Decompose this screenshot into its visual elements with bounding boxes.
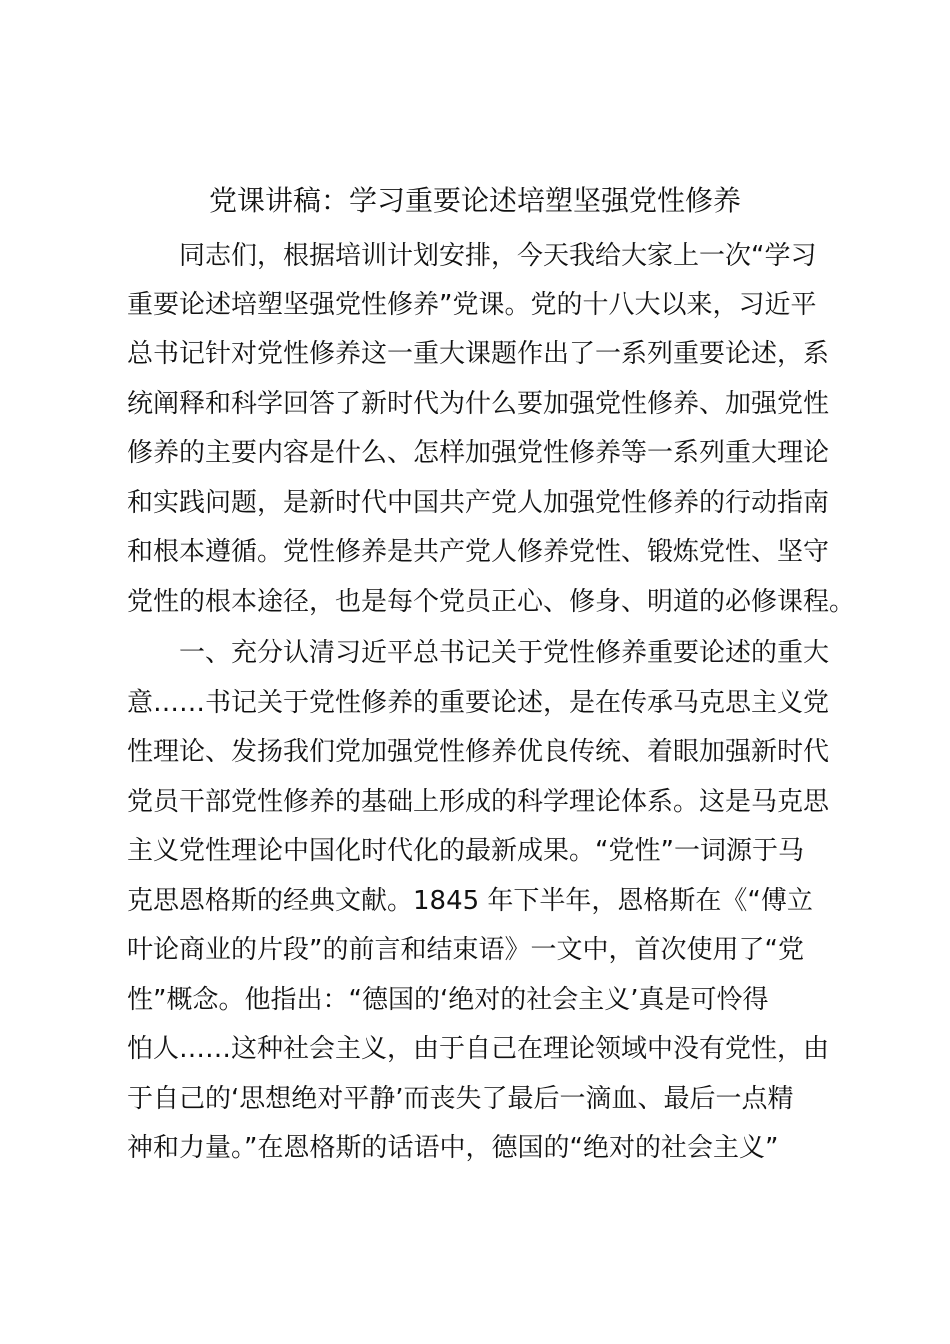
paragraph-1-line-2: 重要论述培塑坚强党性修养”党课。党的十八大以来，习近平 <box>127 290 817 320</box>
paragraph-1-line-7: 和根本遵循。党性修养是共产党人修养党性、锻炼党性、坚守 <box>127 537 830 567</box>
paragraph-2-line-5: 主义党性理论中国化时代化的最新成果。“党性”一词源于马 <box>127 836 804 866</box>
paragraph-2-line-7: 叶论商业的片段”的前言和结束语》一文中，首次使用了“党 <box>127 935 804 965</box>
paragraph-2-line-3: 性理论、发扬我们党加强党性修养优良传统、着眼加强新时代 <box>127 737 830 767</box>
paragraph-2-line-6: 克思恩格斯的经典文献。1845 年下半年，恩格斯在《“傅立 <box>127 886 813 916</box>
paragraph-1-line-1: 同志们，根据培训计划安排，今天我给大家上一次“学习 <box>179 241 817 271</box>
paragraph-1-line-8: 党性的根本途径，也是每个党员正心、修身、明道的必修课程。 <box>127 587 856 617</box>
paragraph-2-line-10: 于自己的‘思想绝对平静’而丧失了最后一滴血、最后一点精 <box>127 1084 794 1114</box>
paragraph-2-line-11: 神和力量。”在恩格斯的话语中，德国的“绝对的社会主义” <box>127 1133 779 1163</box>
paragraph-2-line-2: 意……书记关于党性修养的重要论述，是在传承马克思主义党 <box>127 688 830 718</box>
paragraph-1-line-4: 统阐释和科学回答了新时代为什么要加强党性修养、加强党性 <box>127 389 830 419</box>
paragraph-2-line-9: 怕人……这种社会主义，由于自己在理论领域中没有党性，由 <box>127 1034 830 1064</box>
paragraph-1-line-3: 总书记针对党性修养这一重大课题作出了一系列重要论述，系 <box>127 339 830 369</box>
paragraph-2-line-1: 一、充分认清习近平总书记关于党性修养重要论述的重大 <box>179 638 830 668</box>
paragraph-2-line-8: 性”概念。他指出：“德国的‘绝对的社会主义’真是可怜得 <box>127 985 769 1015</box>
paragraph-1-line-6: 和实践问题，是新时代中国共产党人加强党性修养的行动指南 <box>127 488 830 518</box>
paragraph-1-line-5: 修养的主要内容是什么、怎样加强党性修养等一系列重大理论 <box>127 438 830 468</box>
paragraph-2-line-4: 党员干部党性修养的基础上形成的科学理论体系。这是马克思 <box>127 787 830 817</box>
document-title: 党课讲稿：学习重要论述培塑坚强党性修养 <box>208 184 741 217</box>
